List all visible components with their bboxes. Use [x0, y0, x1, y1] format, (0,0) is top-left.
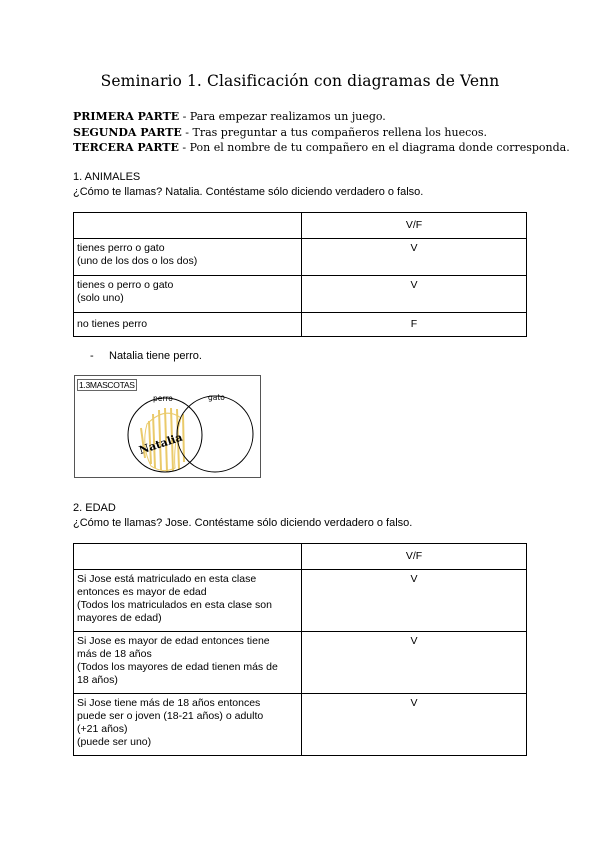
venn-drawing [75, 376, 260, 477]
table-header-empty [74, 213, 302, 239]
part-3-text: - Pon el nombre de tu compañero en el diagrama donde corresponda. [178, 141, 570, 154]
question-line: tienes o perro o gato [77, 279, 174, 291]
question-line: entonces es mayor de edad [77, 586, 207, 598]
question-line: 18 años) [77, 674, 118, 686]
section-1-intro [73, 170, 423, 200]
part-1 [73, 109, 570, 125]
bullet-text: Natalia tiene perro. [109, 350, 202, 362]
table-row [74, 694, 527, 756]
table-cell-question [74, 276, 302, 313]
table-row [74, 313, 527, 337]
age-table [73, 543, 527, 756]
table-header-answer: V/F [302, 213, 527, 239]
page-title: Seminario 1. Clasificación con diagramas de Venn [100, 72, 500, 90]
venn-title: 1.3MASCOTAS [79, 380, 135, 390]
question-line: tienes perro o gato [77, 242, 165, 254]
table-header-empty [74, 544, 302, 570]
table-header-answer: V/F [302, 544, 527, 570]
part-2-label: SEGUNDA PARTE [73, 125, 182, 139]
part-3 [73, 140, 570, 156]
part-2-text: - Tras preguntar a tus compañeros rellena los huecos. [181, 125, 488, 139]
question-line: mayores de edad) [77, 612, 162, 624]
table-row [74, 570, 527, 632]
table-row [74, 239, 527, 276]
bullet-dash: - [90, 350, 94, 362]
venn-label-perro: perro [153, 394, 173, 403]
section-2-question: ¿Cómo te llamas? Jose. Contéstame sólo diciendo verdadero o falso. [73, 517, 413, 529]
question-line: puede ser o joven (18-21 años) o adulto [77, 710, 264, 722]
animals-table [73, 212, 527, 337]
table-cell-question [74, 632, 302, 694]
question-line: (Todos los matriculados en esta clase son [77, 599, 272, 611]
venn-diagram [74, 375, 261, 478]
part-3-label: TERCERA PARTE [73, 141, 179, 154]
section-1-question: ¿Cómo te llamas? Natalia. Contéstame sólo diciendo verdadero o falso. [73, 186, 424, 198]
table-header-row [74, 213, 527, 239]
table-cell-answer[interactable]: V [302, 239, 527, 276]
table-cell-question: no tienes perro [74, 313, 302, 337]
venn-circle-gato [177, 396, 253, 472]
venn-label-gato: gato [208, 393, 225, 402]
question-line: Si Jose es mayor de edad entonces tiene [77, 635, 270, 647]
table-cell-question [74, 694, 302, 756]
table-cell-question [74, 570, 302, 632]
table-cell-answer[interactable]: F [302, 313, 527, 337]
table-cell-question [74, 239, 302, 276]
table-cell-answer[interactable]: V [302, 276, 527, 313]
table-row [74, 276, 527, 313]
part-1-text: - Para empezar realizamos un juego. [179, 110, 386, 123]
table-cell-answer[interactable]: V [302, 570, 527, 632]
question-line: (Todos los mayores de edad tienen más de [77, 661, 278, 673]
question-line: (puede ser uno) [77, 736, 152, 748]
table-row [74, 632, 527, 694]
instructions [73, 109, 570, 156]
part-2 [73, 125, 570, 141]
question-line: Si Jose tiene más de 18 años entonces [77, 697, 261, 709]
table-cell-answer[interactable]: V [302, 694, 527, 756]
table-cell-answer[interactable]: V [302, 632, 527, 694]
table-header-row [74, 544, 527, 570]
section-2-heading: 2. EDAD [73, 502, 116, 514]
part-1-label: PRIMERA PARTE [73, 110, 180, 123]
section-2-intro [73, 501, 412, 531]
question-line: Si Jose está matriculado en esta clase [77, 573, 257, 585]
question-line: (solo uno) [77, 292, 124, 304]
section-1-heading: 1. ANIMALES [73, 171, 141, 183]
question-line: (uno de los dos o los dos) [77, 255, 198, 267]
venn-name: Natalia [137, 430, 185, 457]
bullet-item [90, 350, 202, 362]
question-line: más de 18 años [77, 648, 152, 660]
question-line: (+21 años) [77, 723, 128, 735]
